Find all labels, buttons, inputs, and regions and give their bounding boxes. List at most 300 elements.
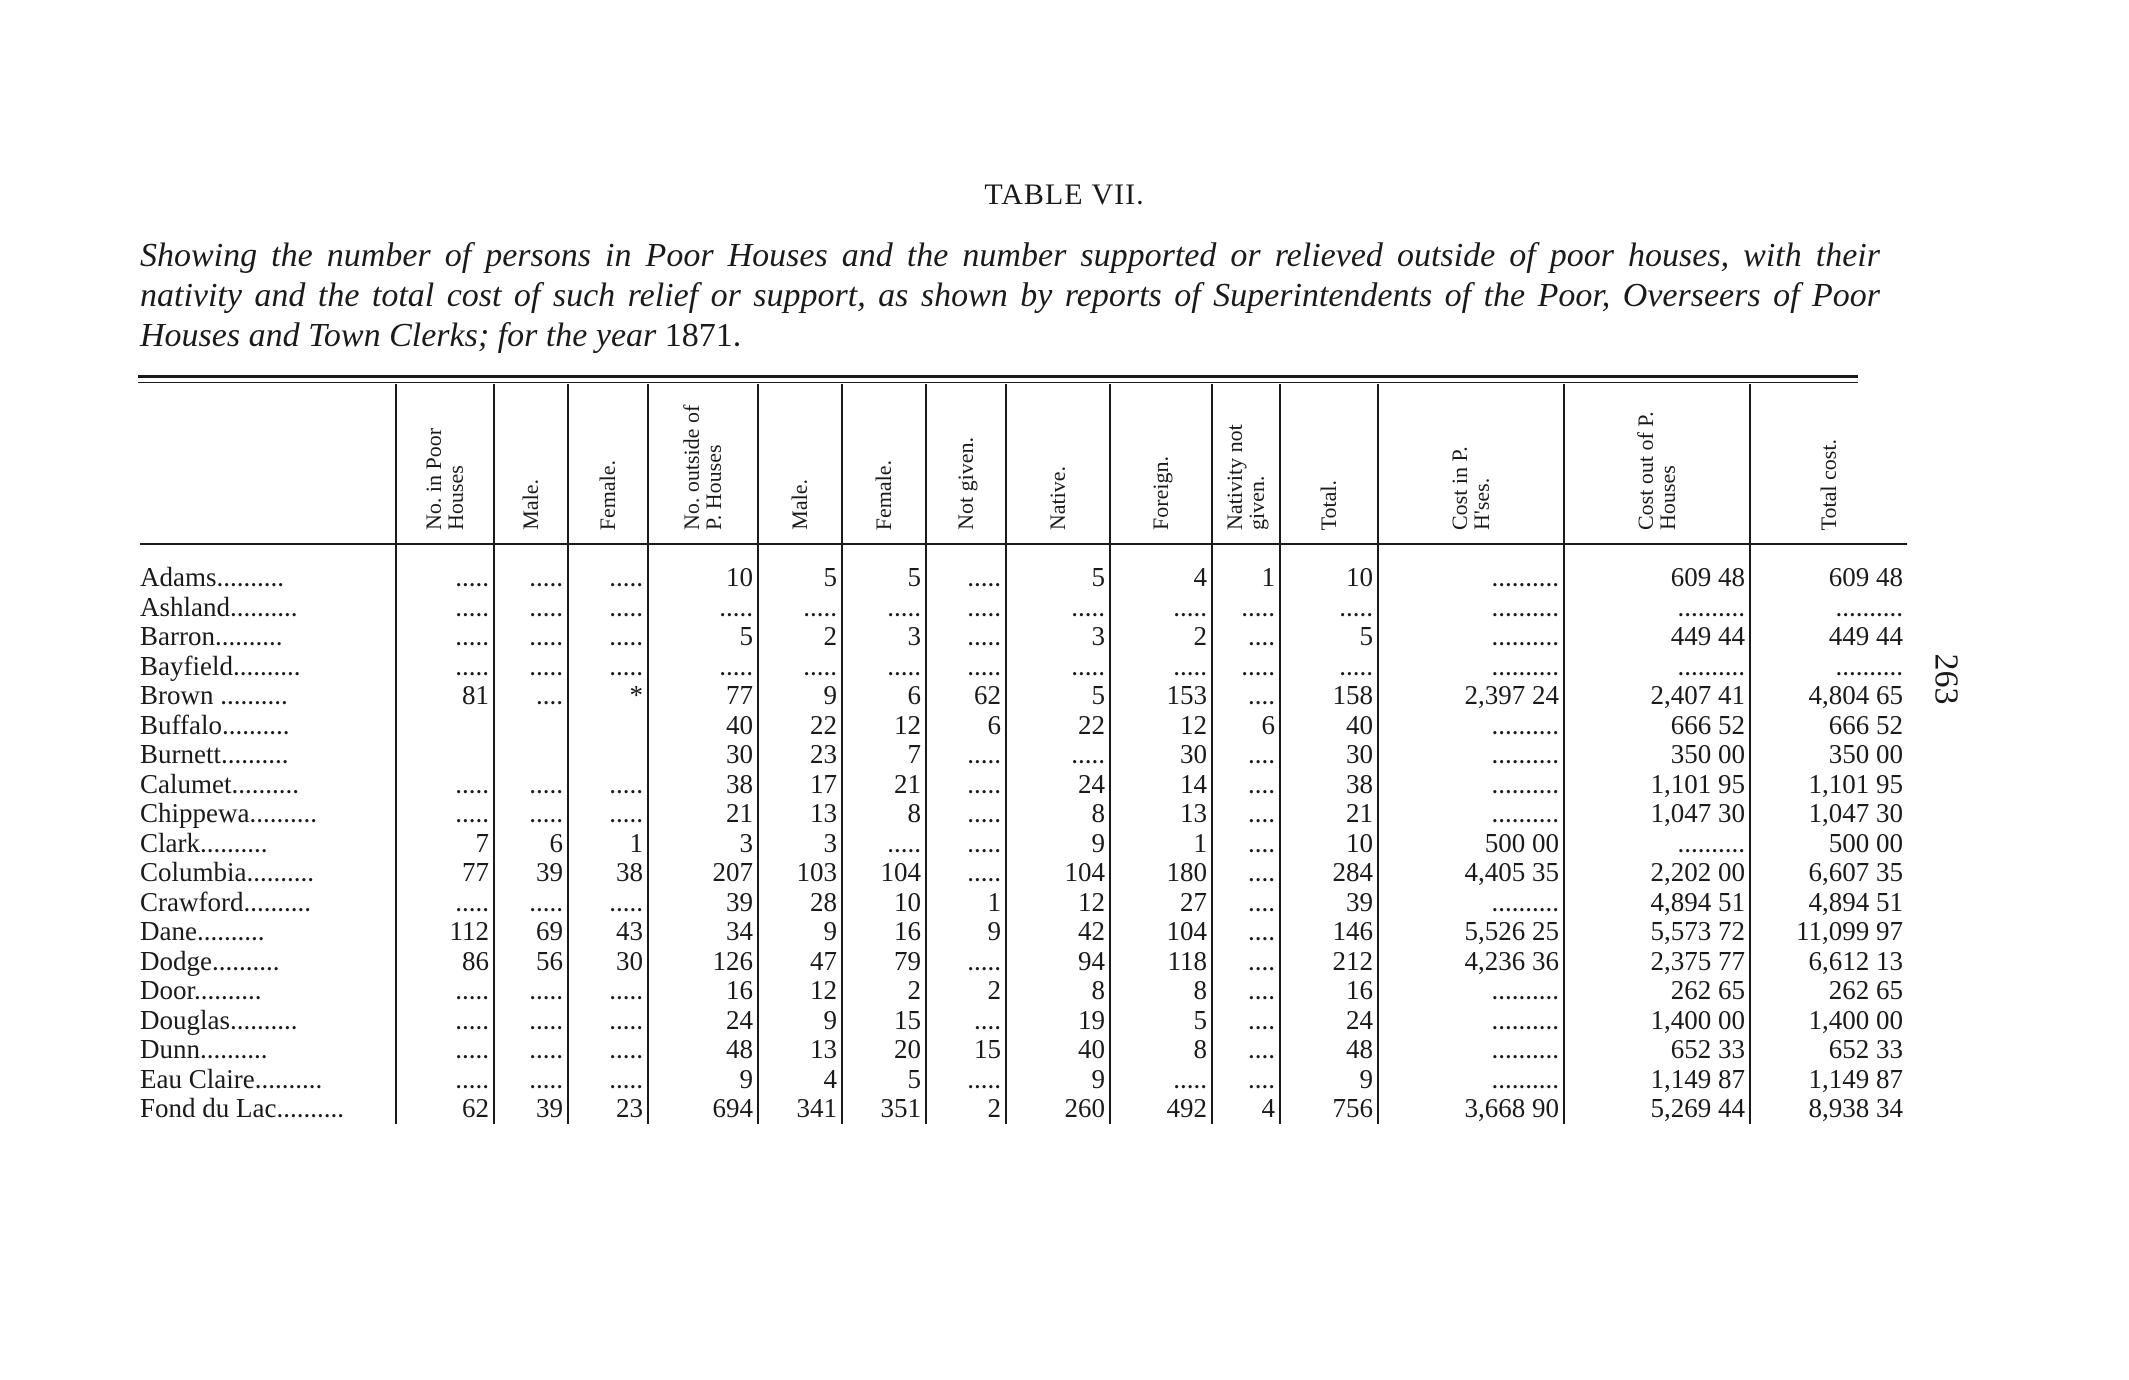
county-name: Buffalo..........	[140, 709, 290, 740]
table-cell: 5,526 25	[1378, 917, 1564, 947]
table-cell: 16	[842, 917, 926, 947]
table-cell: 38	[568, 858, 648, 888]
table-cell: ....	[926, 1006, 1006, 1036]
table-cell: 1,400 00	[1750, 1006, 1907, 1036]
table-cell: 666 52	[1564, 711, 1750, 741]
table-cell: 4	[758, 1065, 842, 1095]
subtitle-year: 1871.	[664, 317, 742, 354]
table-cell: 3	[842, 622, 926, 652]
table-cell: 351	[842, 1094, 926, 1124]
table-cell	[568, 711, 648, 741]
table-cell: 10	[1280, 544, 1378, 593]
table-cell: .....	[568, 544, 648, 593]
table-cell: .....	[494, 622, 568, 652]
table-cell: 40	[1280, 711, 1378, 741]
table-cell: ....	[1212, 858, 1280, 888]
table-cell: .....	[568, 622, 648, 652]
table-cell: ..........	[1750, 593, 1907, 623]
poor-relief-table	[140, 384, 1907, 1124]
table-cell: ..........	[1750, 652, 1907, 682]
table-cell: .....	[926, 1065, 1006, 1095]
table-cell: .....	[396, 1065, 494, 1095]
table-cell: ....	[1212, 917, 1280, 947]
table-cell: .....	[926, 799, 1006, 829]
table-cell: 126	[648, 947, 758, 977]
table-cell: 10	[648, 544, 758, 593]
table-cell: 11,099 97	[1750, 917, 1907, 947]
table-cell: .....	[396, 593, 494, 623]
table-cell: 34	[648, 917, 758, 947]
table-cell: .....	[568, 1065, 648, 1095]
table-cell: .....	[842, 652, 926, 682]
table-cell: 5	[842, 1065, 926, 1095]
table-cell: 30	[568, 947, 648, 977]
county-name: Burnett..........	[140, 739, 289, 769]
table-cell: 47	[758, 947, 842, 977]
table-row	[140, 593, 1907, 623]
table-cell: .....	[494, 888, 568, 918]
table-cell: 2,407 41	[1564, 681, 1750, 711]
county-name: Douglas..........	[140, 1004, 298, 1035]
table-cell: .....	[568, 652, 648, 682]
table-cell: ..........	[1378, 652, 1564, 682]
table-cell: 30	[1280, 740, 1378, 770]
table-cell: 38	[648, 770, 758, 800]
table-cell: ..........	[1378, 1065, 1564, 1095]
table-row	[140, 799, 1907, 829]
table-cell: 2	[758, 622, 842, 652]
table-cell: 39	[494, 1094, 568, 1124]
table-cell: 1,400 00	[1564, 1006, 1750, 1036]
table-cell: ..........	[1378, 740, 1564, 770]
table-cell: 13	[1110, 799, 1212, 829]
table-cell: ..........	[1378, 593, 1564, 623]
table-cell: .....	[396, 770, 494, 800]
table-cell: 1,047 30	[1750, 799, 1907, 829]
table-cell: 3,668 90	[1378, 1094, 1564, 1124]
county-name: Dane..........	[140, 916, 265, 946]
table-cell: 1,047 30	[1564, 799, 1750, 829]
table-cell: 6	[926, 711, 1006, 741]
table-cell: .....	[1006, 652, 1110, 682]
table-cell: 48	[1280, 1035, 1378, 1065]
table-row	[140, 652, 1907, 682]
table-cell: .....	[396, 799, 494, 829]
table-title: TABLE VII.	[984, 178, 1145, 211]
table-row	[140, 888, 1907, 918]
table-cell: 6	[1212, 711, 1280, 741]
table-cell: 2,202 00	[1564, 858, 1750, 888]
table-cell: 449 44	[1750, 622, 1907, 652]
table-cell: 21	[842, 770, 926, 800]
table-cell: 42	[1006, 917, 1110, 947]
table-cell: 5,269 44	[1564, 1094, 1750, 1124]
table-cell: 1,149 87	[1750, 1065, 1907, 1095]
table-cell: 8	[1110, 976, 1212, 1006]
table-row	[140, 858, 1907, 888]
table-cell: 86	[396, 947, 494, 977]
table-cell: 77	[396, 858, 494, 888]
header-row	[140, 384, 1907, 544]
table-cell: 4,894 51	[1750, 888, 1907, 918]
table-cell: 24	[1006, 770, 1110, 800]
table-cell: .....	[926, 544, 1006, 593]
table-cell: 38	[1280, 770, 1378, 800]
table-row	[140, 711, 1907, 741]
table-cell: ....	[1212, 740, 1280, 770]
table-cell: .....	[494, 652, 568, 682]
table-cell: 6,612 13	[1750, 947, 1907, 977]
page-number: 263	[1927, 653, 1965, 705]
table-cell: .....	[1212, 652, 1280, 682]
header-total-cost: Total cost.	[1750, 384, 1907, 544]
table-cell: 449 44	[1564, 622, 1750, 652]
header-cost-out: Cost out of P. Houses	[1564, 384, 1750, 544]
table-cell: .....	[494, 1035, 568, 1065]
table-cell: 609 48	[1564, 544, 1750, 593]
table-cell: 4	[1110, 544, 1212, 593]
header-male-out: Male.	[758, 384, 842, 544]
table-cell: 350 00	[1750, 740, 1907, 770]
table-cell: 62	[926, 681, 1006, 711]
table-cell: .....	[396, 976, 494, 1006]
table-row	[140, 1065, 1907, 1095]
table-cell: 7	[842, 740, 926, 770]
table-cell: ....	[1212, 888, 1280, 918]
table-cell: 260	[1006, 1094, 1110, 1124]
table-cell: .....	[648, 652, 758, 682]
table-cell	[396, 711, 494, 741]
table-cell: 9	[758, 681, 842, 711]
table-cell: 500 00	[1750, 829, 1907, 859]
table-cell: .....	[494, 770, 568, 800]
table-cell: 262 65	[1750, 976, 1907, 1006]
county-name: Fond du Lac..........	[140, 1093, 344, 1123]
table-cell: 492	[1110, 1094, 1212, 1124]
table-cell: 21	[1280, 799, 1378, 829]
table-cell: .....	[926, 740, 1006, 770]
table-cell: 14	[1110, 770, 1212, 800]
table-cell: .....	[926, 858, 1006, 888]
county-name: Columbia..........	[140, 857, 314, 887]
table-cell: 118	[1110, 947, 1212, 977]
table-cell: 212	[1280, 947, 1378, 977]
table-row	[140, 976, 1907, 1006]
table-cell: 22	[758, 711, 842, 741]
table-cell: 8	[842, 799, 926, 829]
table-cell: 3	[648, 829, 758, 859]
table-cell: 77	[648, 681, 758, 711]
table-cell: 2,397 24	[1378, 681, 1564, 711]
table-cell: .....	[396, 622, 494, 652]
table-cell: ....	[1212, 947, 1280, 977]
table-cell: 28	[758, 888, 842, 918]
table-cell: 104	[1006, 858, 1110, 888]
table-cell: 2	[1110, 622, 1212, 652]
table-row	[140, 1094, 1907, 1124]
table-cell: 13	[758, 799, 842, 829]
table-cell: 5	[758, 544, 842, 593]
table-cell: 4,894 51	[1564, 888, 1750, 918]
table-cell: 666 52	[1750, 711, 1907, 741]
table-cell: ....	[1212, 1035, 1280, 1065]
table-cell: 16	[648, 976, 758, 1006]
table-cell: ..........	[1378, 544, 1564, 593]
table-cell: 180	[1110, 858, 1212, 888]
table-cell: ....	[1212, 770, 1280, 800]
table-cell: 17	[758, 770, 842, 800]
table-cell: 23	[568, 1094, 648, 1124]
table-cell: 1	[568, 829, 648, 859]
table-cell: 1,149 87	[1564, 1065, 1750, 1095]
table-cell: .....	[926, 652, 1006, 682]
table-cell: 23	[758, 740, 842, 770]
table-cell: ....	[1212, 622, 1280, 652]
table-cell: 12	[1110, 711, 1212, 741]
table-cell: 500 00	[1378, 829, 1564, 859]
header-foreign: Foreign.	[1110, 384, 1212, 544]
header-total: Total.	[1280, 384, 1378, 544]
table-row	[140, 1035, 1907, 1065]
table-cell: .....	[568, 976, 648, 1006]
table-cell: 16	[1280, 976, 1378, 1006]
table-cell: 9	[758, 1006, 842, 1036]
table-cell: .....	[568, 1006, 648, 1036]
table-cell: 8	[1006, 976, 1110, 1006]
table-cell: .....	[758, 652, 842, 682]
table-cell: .....	[494, 799, 568, 829]
table-cell: ....	[494, 681, 568, 711]
table-row	[140, 544, 1907, 593]
table-cell: .....	[1280, 593, 1378, 623]
table-cell: ....	[1212, 1065, 1280, 1095]
table-cell: .....	[396, 1035, 494, 1065]
table-cell: 43	[568, 917, 648, 947]
table-cell: .....	[926, 947, 1006, 977]
table-cell: *	[568, 681, 648, 711]
table-cell: 12	[758, 976, 842, 1006]
table-cell: 79	[842, 947, 926, 977]
table-cell	[494, 711, 568, 741]
table-cell	[494, 740, 568, 770]
table-cell: .....	[1280, 652, 1378, 682]
table-cell: 6	[494, 829, 568, 859]
table-cell: 39	[648, 888, 758, 918]
header-not-given: Not given.	[926, 384, 1006, 544]
table-cell: 62	[396, 1094, 494, 1124]
table-cell: ....	[1212, 829, 1280, 859]
table-cell: 104	[842, 858, 926, 888]
table-cell	[396, 740, 494, 770]
header-male-in: Male.	[494, 384, 568, 544]
table-cell: 40	[648, 711, 758, 741]
table-cell: 8	[1006, 799, 1110, 829]
table-cell: 2	[842, 976, 926, 1006]
table-cell: 2	[926, 1094, 1006, 1124]
table-cell: 1	[1212, 544, 1280, 593]
table-cell: 15	[926, 1035, 1006, 1065]
table-cell: 4,236 36	[1378, 947, 1564, 977]
table-body	[140, 544, 1907, 1124]
table-cell: 5	[1280, 622, 1378, 652]
table-cell: .....	[494, 1065, 568, 1095]
table-subtitle	[140, 236, 1880, 356]
table-cell: 104	[1110, 917, 1212, 947]
county-name: Ashland..........	[140, 591, 298, 622]
table-cell	[568, 740, 648, 770]
table-cell: 146	[1280, 917, 1378, 947]
table-cell: 9	[758, 917, 842, 947]
table-cell: 12	[1006, 888, 1110, 918]
table-cell: ..........	[1378, 770, 1564, 800]
table-row	[140, 917, 1907, 947]
table-cell: 609 48	[1750, 544, 1907, 593]
table-cell: .....	[1212, 593, 1280, 623]
table-cell: ..........	[1564, 652, 1750, 682]
table-cell: 94	[1006, 947, 1110, 977]
table-row	[140, 770, 1907, 800]
table-cell: 1	[1110, 829, 1212, 859]
table-cell: 10	[1280, 829, 1378, 859]
table-cell: 48	[648, 1035, 758, 1065]
table-cell: 262 65	[1564, 976, 1750, 1006]
table-row	[140, 829, 1907, 859]
table-cell: 103	[758, 858, 842, 888]
table-cell: 207	[648, 858, 758, 888]
county-name: Clark..........	[140, 827, 268, 858]
table-cell: 9	[648, 1065, 758, 1095]
table-cell: 10	[842, 888, 926, 918]
table-cell: ..........	[1378, 622, 1564, 652]
table-cell: 1	[926, 888, 1006, 918]
table-cell: 27	[1110, 888, 1212, 918]
table-row	[140, 1006, 1907, 1036]
table-cell: 13	[758, 1035, 842, 1065]
table-cell: ..........	[1564, 593, 1750, 623]
table-cell: 69	[494, 917, 568, 947]
table-cell: 284	[1280, 858, 1378, 888]
table-cell: 9	[926, 917, 1006, 947]
subtitle-text: Showing the number of persons in Poor Houses and the number supported or relieved outside of poor houses, with their nativity and the total cost of such relief or support, as shown by reports of Superintendents of the Poor, Overseers of Poor Houses and Town Clerks; for the year	[140, 237, 1880, 354]
table-cell: 12	[842, 711, 926, 741]
table-cell: 30	[1110, 740, 1212, 770]
table-cell: 1,101 95	[1564, 770, 1750, 800]
table-cell: 2	[926, 976, 1006, 1006]
table-cell: ..........	[1378, 1006, 1564, 1036]
table-cell: .....	[396, 544, 494, 593]
table-cell: .....	[842, 593, 926, 623]
table-cell: 350 00	[1564, 740, 1750, 770]
table-cell: .....	[494, 593, 568, 623]
table-cell: .....	[758, 593, 842, 623]
county-name: Dunn..........	[140, 1034, 268, 1064]
table-cell: 5	[842, 544, 926, 593]
table-cell: ....	[1212, 799, 1280, 829]
table-cell: ..........	[1564, 829, 1750, 859]
table-cell: 56	[494, 947, 568, 977]
county-name: Door..........	[140, 975, 262, 1005]
header-native: Native.	[1006, 384, 1110, 544]
table-cell: 15	[842, 1006, 926, 1036]
table-cell: 1,101 95	[1750, 770, 1907, 800]
table-cell: .....	[1006, 593, 1110, 623]
table-row	[140, 681, 1907, 711]
table-cell: ....	[1212, 976, 1280, 1006]
county-name: Dodge..........	[140, 945, 280, 976]
table-cell: .....	[926, 593, 1006, 623]
table-cell: .....	[1110, 593, 1212, 623]
table-cell: ..........	[1378, 799, 1564, 829]
county-name: Brown ..........	[140, 680, 288, 710]
county-name: Calumet..........	[140, 768, 299, 799]
table-cell: .....	[568, 799, 648, 829]
table-cell: .....	[396, 1006, 494, 1036]
table-cell: 652 33	[1750, 1035, 1907, 1065]
table-cell: 9	[1006, 1065, 1110, 1095]
county-name: Bayfield..........	[140, 650, 301, 681]
table-cell: .....	[568, 888, 648, 918]
table-cell: 8,938 34	[1750, 1094, 1907, 1124]
county-name: Barron..........	[140, 621, 283, 651]
table-cell: 7	[396, 829, 494, 859]
table-cell: 3	[1006, 622, 1110, 652]
table-cell: 9	[1280, 1065, 1378, 1095]
table-cell: 341	[758, 1094, 842, 1124]
table-cell: 81	[396, 681, 494, 711]
header-female-out: Female.	[842, 384, 926, 544]
header-county	[140, 384, 396, 544]
table-cell: 6,607 35	[1750, 858, 1907, 888]
table-cell: 4	[1212, 1094, 1280, 1124]
county-name: Eau Claire..........	[140, 1063, 323, 1094]
table-cell: .....	[926, 770, 1006, 800]
table-cell: ..........	[1378, 711, 1564, 741]
table-cell: .....	[494, 544, 568, 593]
table-cell: .....	[926, 829, 1006, 859]
table-cell: 158	[1280, 681, 1378, 711]
header-no-in-poor-houses: No. in Poor Houses	[396, 384, 494, 544]
table-cell: .....	[568, 593, 648, 623]
table-row	[140, 622, 1907, 652]
table-cell: 5	[1006, 544, 1110, 593]
table-cell: 30	[648, 740, 758, 770]
table-cell: ....	[1212, 681, 1280, 711]
county-name: Adams..........	[140, 562, 284, 592]
table-cell: .....	[494, 976, 568, 1006]
table-cell: 40	[1006, 1035, 1110, 1065]
table-cell: 6	[842, 681, 926, 711]
table-cell: 5	[1006, 681, 1110, 711]
table-cell: 4,405 35	[1378, 858, 1564, 888]
table-cell: 21	[648, 799, 758, 829]
table-cell: 39	[494, 858, 568, 888]
header-nativity-not-given: Nativity not given.	[1212, 384, 1280, 544]
table-cell: 756	[1280, 1094, 1378, 1124]
table-cell: 4,804 65	[1750, 681, 1907, 711]
table-cell: 24	[648, 1006, 758, 1036]
table-cell: 39	[1280, 888, 1378, 918]
table-cell: 5	[1110, 1006, 1212, 1036]
top-double-rule	[138, 375, 1858, 383]
table-cell: 24	[1280, 1006, 1378, 1036]
table-row	[140, 947, 1907, 977]
table-cell: 694	[648, 1094, 758, 1124]
table-cell: .....	[1006, 740, 1110, 770]
table-cell: 9	[1006, 829, 1110, 859]
header-cost-in: Cost in P. H'ses.	[1378, 384, 1564, 544]
table-cell: .....	[1110, 652, 1212, 682]
table-cell: 652 33	[1564, 1035, 1750, 1065]
